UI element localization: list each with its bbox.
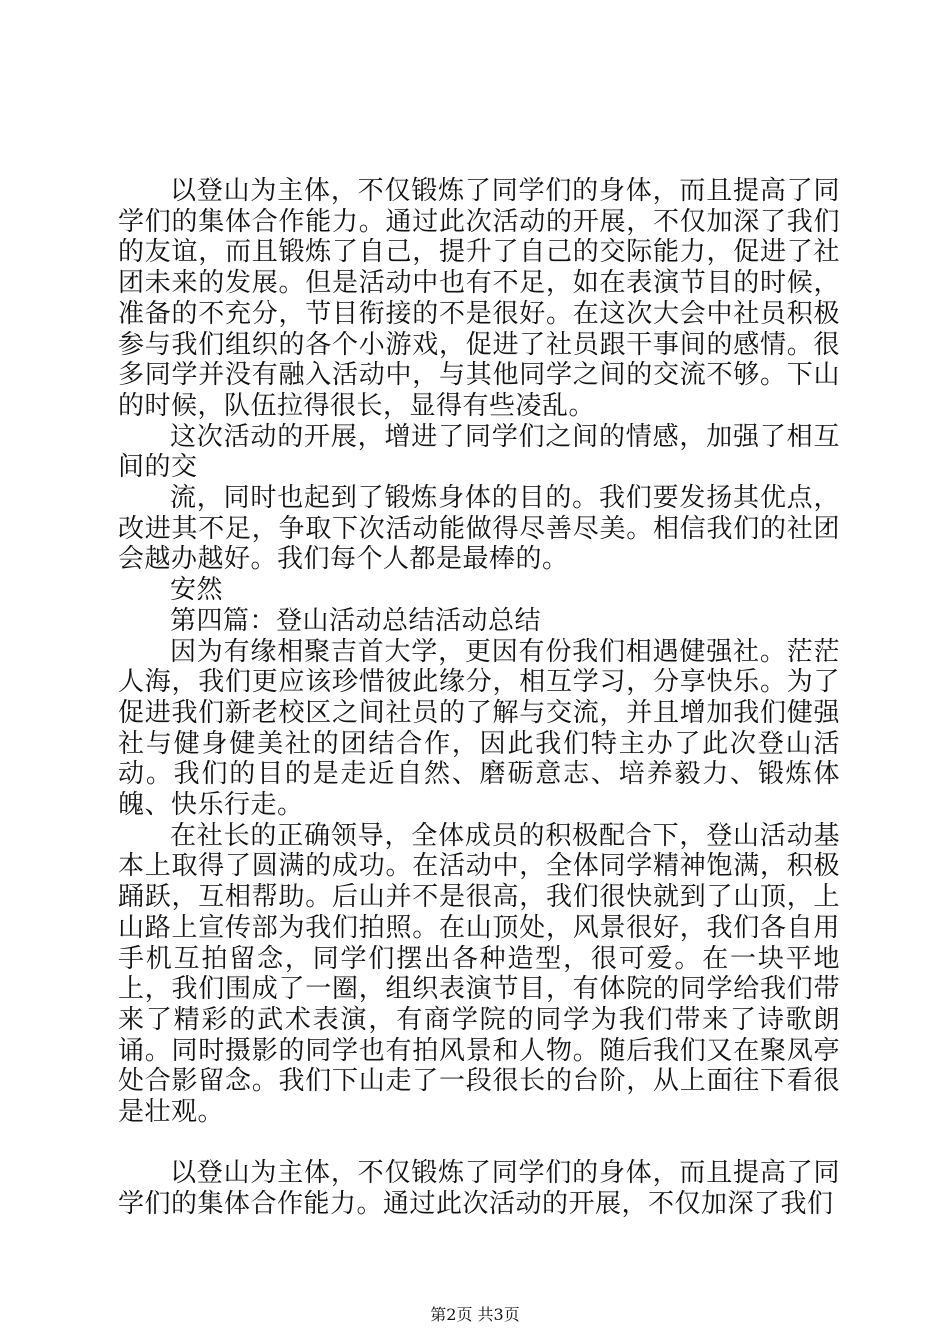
paragraph-summary-1: 以登山为主体，不仅锻炼了同学们的身体，而且提高了同学们的集体合作能力。通过此次活动的开展，不仅加深了我们的友谊，而且锻炼了自己，提升了自己的交际能力，促进了社团未来的发展。但是活动中也有不足，如在表演节目的时候，准备的不充分，节目衔接的不是很好。在这次大会中社员积极参与我们组织的各个小游戏，促进了社员跟干事间的感情。很多同学并没有融入活动中，与其他同学之间的交流不够。下山的时候，队伍拉得很长，显得有些凌乱。: [118, 176, 840, 421]
paragraph-activity: 在社长的正确领导，全体成员的积极配合下，登山活动基本上取得了圆满的成功。在活动中，全体同学精神饱满，积极踊跃，互相帮助。后山并不是很高，我们很快就到了山顶，上山路上宣传部为我们拍照。在山顶处，风景很好，我们各自用手机互拍留念，同学们摆出各种造型，很可爱。在一块平地上，我们围成了一圈，组织表演节目，有体院的同学给我们带来了精彩的武术表演，有商学院的同学为我们带来了诗歌朗诵。同时摄影的同学也有拍风景和人物。随后我们又在聚凤亭处合影留念。我们下山走了一段很长的台阶，从上面往下看很是壮观。: [118, 820, 840, 1128]
paragraph-conclusion: 以登山为主体，不仅锻炼了同学们的身体，而且提高了同学们的集体合作能力。通过此次活动的开展，不仅加深了我们: [118, 1157, 840, 1219]
paragraph-summary-3: 流，同时也起到了锻炼身体的目的。我们要发扬其优点，改进其不足，争取下次活动能做得尽善尽美。相信我们的社团会越办越好。我们每个人都是最棒的。: [118, 483, 840, 575]
paragraph-summary-2: 这次活动的开展，增进了同学们之间的情感，加强了相互间的交: [118, 421, 840, 483]
document-body: [118, 176, 840, 1219]
author-name: 安然: [170, 575, 224, 606]
section-title: 第四篇：登山活动总结活动总结: [170, 605, 542, 636]
paragraph-intro: 因为有缘相聚吉首大学，更因有份我们相遇健强社。茫茫人海，我们更应该珍惜彼此缘分，相互学习，分享快乐。为了促进我们新老校区之间社员的了解与交流，并且增加我们健强社与健身健美社的团结合作，因此我们特主办了此次登山活动。我们的目的是走近自然、磨砺意志、培养毅力、锻炼体魄、快乐行走。: [118, 636, 840, 821]
paragraph-gap: [118, 1128, 840, 1158]
page-footer: 第2页 共3页: [430, 1305, 520, 1324]
